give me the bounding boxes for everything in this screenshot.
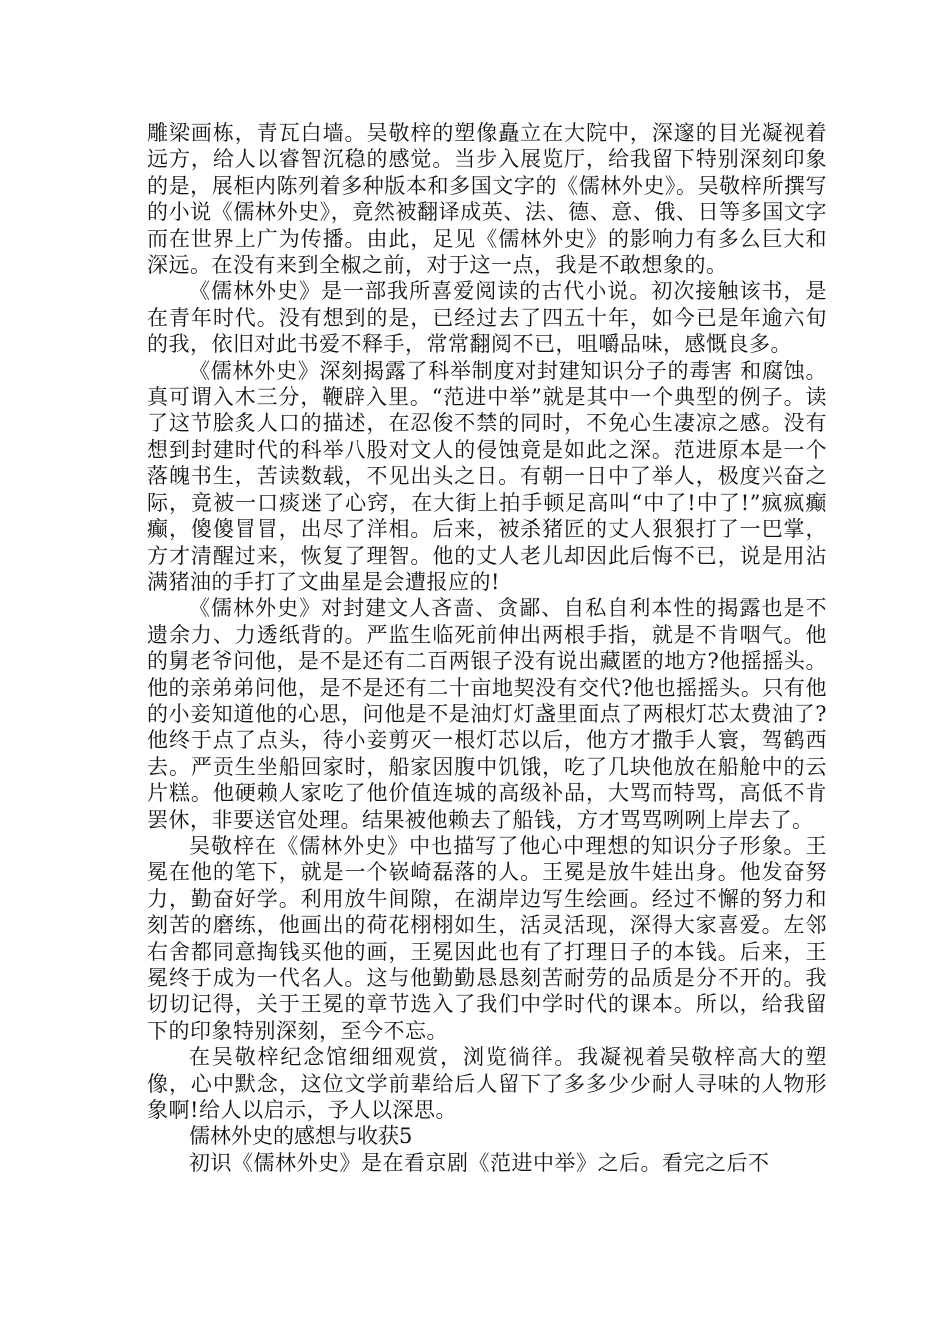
paragraph-1: 雕梁画栋，青瓦白墙。吴敬梓的塑像矗立在大院中，深邃的目光凝视着远方，给人以睿智沉稳的感觉。当步入展览厅，给我留下特别深刻印象的是，展柜内陈列着多种版本和多国文字的《儒林外史》。吴敬梓所撰写的小说《儒林外史》，竟然被翻译成英、法、德、意、俄、日等多国文字而在世界上广为传播。由此，足见《儒林外史》的影响力有多么巨大和深远。在没有来到全椒之前，对于这一点，我是不敢想象的。 xyxy=(147,121,827,278)
paragraph-4: 《儒林外史》对封建文人吝啬、贪鄙、自私自利本性的揭露也是不遗余力、力透纸背的。严监生临死前伸出两根手指，就是不肯咽气。他的舅老爷问他，是不是还有二百两银子没有说出藏匿的地方?他摇摇头。他的亲弟弟问他，是不是还有二十亩地契没有交代?他也摇摇头。只有他的小妾知道他的心思，问他是不是油灯灯盏里面点了两根灯芯太费油了?他终于点了点头，待小妾剪灭一根灯芯以后，他方才撒手人寰，驾鹤西去。严贡生坐船回家时，船家因腹中饥饿，吃了几块他放在船舱中的云片糕。他硬赖人家吃了他价值连城的高级补品，大骂而特骂，高低不肯罢休，非要送官处理。结果被他赖去了船钱，方才骂骂咧咧上岸去了。 xyxy=(147,596,827,832)
section-heading: 儒林外史的感想与收获5 xyxy=(189,1124,413,1149)
paragraph-5: 吴敬梓在《儒林外史》中也描写了他心中理想的知识分子形象。王冕在他的笔下，就是一个嵚崎磊落的人。王冕是放牛娃出身。他发奋努力，勤奋好学。利用放牛间隙，在湖岸边写生绘画。经过不懈的努力和刻苦的磨练，他画出的荷花栩栩如生，活灵活现，深得大家喜爱。左邻右舍都同意掏钱买他的画，王冕因此也有了打理日子的本钱。后来，王冕终于成为一代名人。这与他勤勤恳恳刻苦耐劳的品质是分不开的。我切切记得，关于王冕的章节选入了我们中学时代的课本。所以，给我留下的印象特别深刻，至今不忘。 xyxy=(147,833,827,1043)
paragraph-3: 《儒林外史》深刻揭露了科举制度对封建知识分子的毒害 和腐蚀。真可谓入木三分，鞭辟入里。“范进中举”就是其中一个典型的例子。读了这节脍炙人口的描述，在忍俊不禁的同时，不免心生凄凉之感。没有想到封建时代的科举八股对文人的侵蚀竟是如此之深。范进原本是一个落魄书生，苦读数载，不见出头之日。有朝一日中了举人，极度兴奋之际，竟被一口痰迷了心窍，在大街上拍手顿足高叫“中了!中了!”疯疯癫癫，傻傻冒冒，出尽了洋相。后来，被杀猪匠的丈人狠狠打了一巴掌，方才清醒过来，恢复了理智。他的丈人老儿却因此后悔不已，说是用沾满猪油的手打了文曲星是会遭报应的! xyxy=(147,358,827,594)
paragraph-7: 初识《儒林外史》是在看京剧《范进中举》之后。看完之后不 xyxy=(189,1150,770,1175)
paragraph-6: 在吴敬梓纪念馆细细观赏，浏览徜徉。我凝视着吴敬梓高大的塑像，心中默念，这位文学前辈给后人留下了多多少少耐人寻味的人物形象啊!给人以启示，予人以深思。 xyxy=(147,1045,827,1123)
document-page xyxy=(147,120,827,1176)
paragraph-2: 《儒林外史》是一部我所喜爱阅读的古代小说。初次接触该书，是在青年时代。没有想到的是，已经过去了四五十年，如今已是年逾六旬的我，依旧对此书爱不释手，常常翻阅不已，咀嚼品味，感慨良多。 xyxy=(147,279,827,357)
